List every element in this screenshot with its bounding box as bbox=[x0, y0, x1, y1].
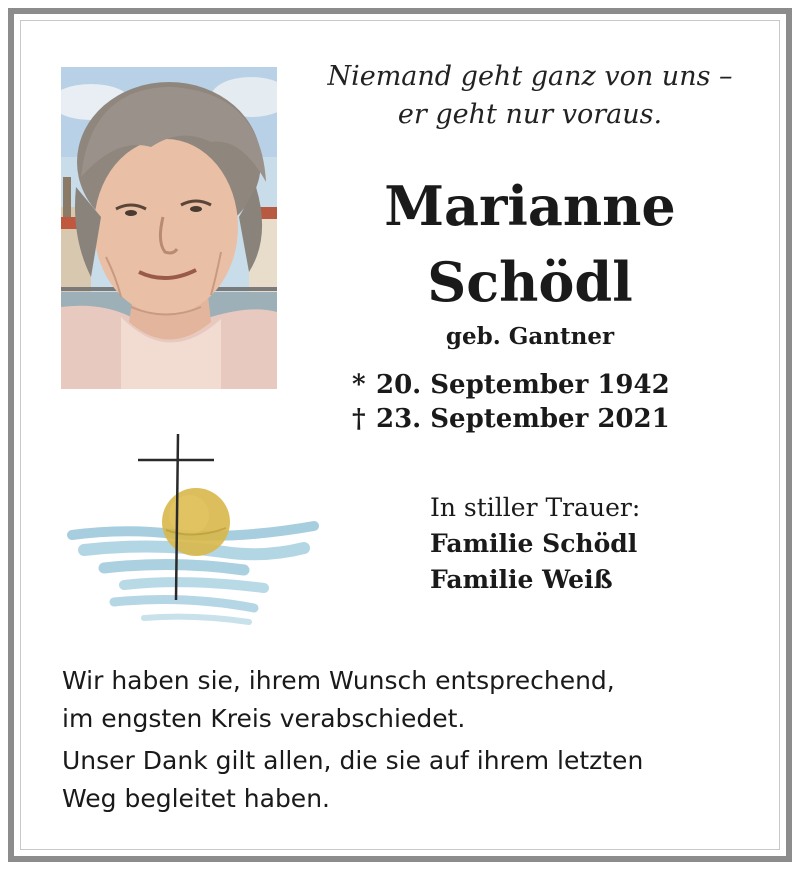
quote-line-2: er geht nur voraus. bbox=[397, 99, 663, 130]
death-cross-icon: † bbox=[352, 404, 366, 434]
last-name: Schödl bbox=[427, 250, 633, 314]
family-1: Familie Schödl bbox=[430, 529, 638, 558]
maiden-name: geb. Gantner bbox=[445, 323, 615, 350]
life-dates bbox=[352, 368, 670, 436]
farewell-paragraph bbox=[62, 662, 615, 738]
farewell-line-1: Wir haben sie, ihrem Wunsch entsprechend, bbox=[62, 666, 615, 695]
quote-line-1: Niemand geht ganz von uns – bbox=[327, 61, 733, 92]
thanks-paragraph bbox=[62, 742, 643, 818]
death-date: 23. September 2021 bbox=[376, 404, 670, 434]
thanks-line-2: Weg begleitet haben. bbox=[62, 784, 330, 813]
portrait-photo bbox=[61, 67, 277, 389]
birth-line bbox=[352, 368, 670, 402]
deceased-name bbox=[330, 168, 730, 320]
mourners-label: In stiller Trauer: bbox=[430, 493, 641, 522]
birth-star-icon: * bbox=[352, 370, 366, 400]
cross-sun-water-icon bbox=[64, 430, 320, 630]
birth-date: 20. September 1942 bbox=[376, 370, 670, 400]
mourners-block bbox=[430, 490, 640, 598]
thanks-line-1: Unser Dank gilt allen, die sie auf ihrem letzten bbox=[62, 746, 644, 775]
death-line bbox=[352, 402, 670, 436]
farewell-line-2: im engsten Kreis verabschiedet. bbox=[62, 704, 466, 733]
first-name: Marianne bbox=[384, 174, 676, 238]
memorial-quote bbox=[290, 58, 770, 134]
family-2: Familie Weiß bbox=[430, 565, 613, 594]
